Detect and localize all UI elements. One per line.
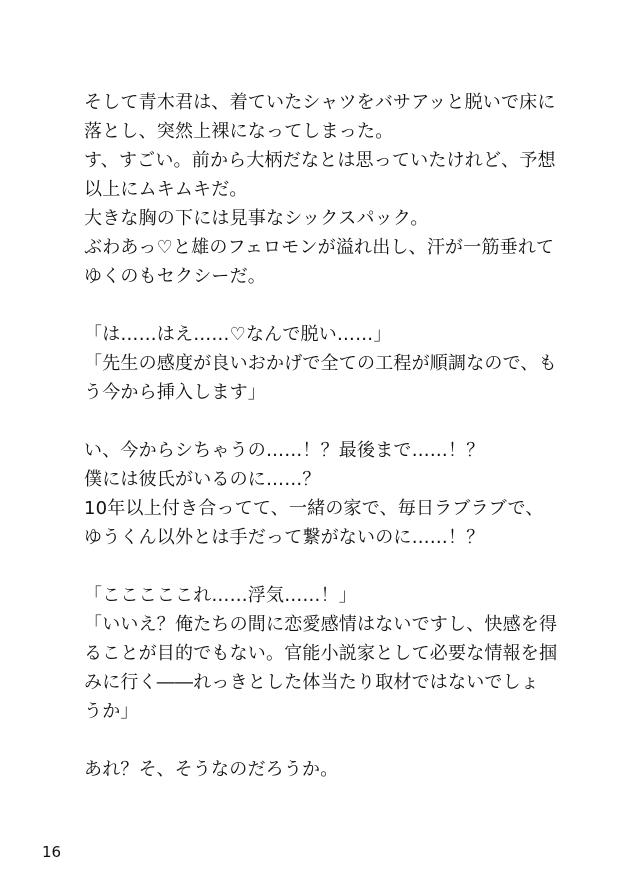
- paragraph-gap: [84, 552, 584, 581]
- text-line: ゆうくん以外とは手だって繋がないのに……！？: [84, 527, 485, 548]
- body-text: [84, 88, 584, 784]
- paragraph-gap: [84, 291, 584, 320]
- dialogue-line: 「は……はえ……♡なんで脱い……」: [84, 324, 392, 345]
- dialogue-line: みに行く――れっきとした体当たり取材ではないでしょ: [84, 672, 539, 693]
- text-line: 10年以上付き合ってて、一緒の家で、毎日ラブラブで、: [84, 498, 544, 519]
- text-line: い、今からシちゃうの……！？最後まで……！？: [84, 440, 485, 461]
- text-line: す、すごい。前から大柄だなとは思っていたけれど、予想: [84, 150, 556, 171]
- paragraph-gap: [84, 726, 584, 755]
- paragraph-gap: [84, 407, 584, 436]
- text-line: 以上にムキムキだ。: [84, 179, 248, 200]
- dialogue-line: うか」: [84, 701, 139, 722]
- dialogue-line: 「いいえ？俺たちの間に恋愛感情はないですし、快感を得: [84, 614, 558, 635]
- text-line: そして青木君は、着ていたシャツをバサアッと脱いで床に: [84, 92, 556, 113]
- dialogue-line: 「こここここれ……浮気……！」: [84, 585, 357, 606]
- text-line: あれ？そ、そうなのだろうか。: [84, 759, 339, 780]
- page-number: 16: [42, 843, 62, 861]
- text-line: 大きな胸の下には見事なシックスパック。: [84, 208, 429, 229]
- text-line: ぶわあっ♡と雄のフェロモンが溢れ出し、汗が一筋垂れて: [84, 237, 555, 258]
- text-line: 落とし、突然上裸になってしまった。: [84, 121, 394, 142]
- text-line: ゆくのもセクシーだ。: [84, 266, 266, 287]
- dialogue-line: う今から挿入します」: [84, 382, 266, 403]
- dialogue-line: 「先生の感度が良いおかげで全ての工程が順調なので、も: [84, 353, 557, 374]
- dialogue-line: ることが目的でもない。官能小説家として必要な情報を掴: [84, 643, 558, 664]
- text-line: 僕には彼氏がいるのに……？: [84, 469, 321, 490]
